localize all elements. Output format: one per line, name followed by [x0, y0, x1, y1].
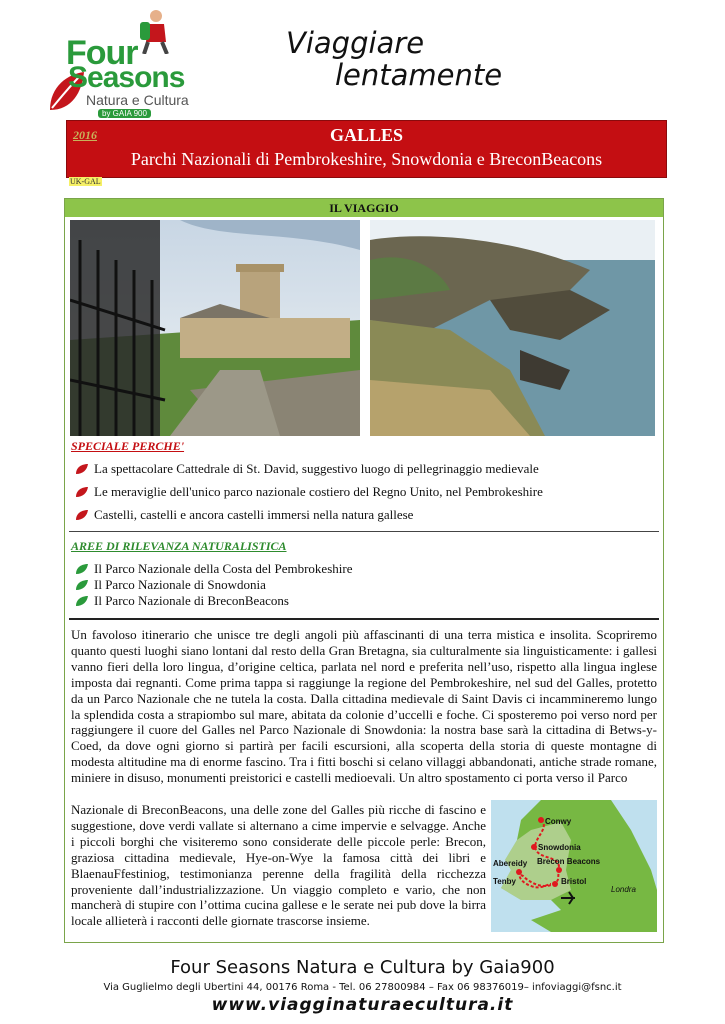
- logo-by-gaia: by GAIA 900: [98, 109, 151, 118]
- map-point-conwy: [538, 817, 544, 823]
- footer-website-link[interactable]: www.viagginaturaecultura.it: [211, 995, 514, 1015]
- section-header: IL VIAGGIO: [65, 199, 663, 217]
- map-point-abereidy: [516, 869, 522, 875]
- footer-address: Via Guglielmo degli Ubertini 44, 00176 Roma - Tel. 06 27800984 – Fax 06 98376019– infoviaggi@fsnc.it: [103, 982, 622, 993]
- red-leaf-bullet-icon: [75, 463, 89, 475]
- cathedral-photo: [70, 220, 360, 436]
- map-label-abereidy: Abereidy: [493, 859, 528, 868]
- green-leaf-bullet-icon: [75, 563, 89, 575]
- trip-subtitle: Parchi Nazionali di Pembrokeshire, Snowdonia e BreconBeacons: [130, 149, 603, 169]
- trip-description-text: Un favoloso itinerario che unisce tre degli angoli più affascinanti di una terra mistica e insolita. Scopriremo quanto questi luoghi siano lontani dal resto della Gran Bretagna, sia culturalmente sia linguisticamente: i gallesi vanno fieri della loro lingua, d’origine celtica, parlata nel nord e preferita nell’uso, rispetto alla lingua inglese imposta dai regnanti. Come prima tappa si raggiunge la regione del Pembrokeshire, nel sud del Galles, protetto da un Parco Nazionale che ne tutela la costa. Dalla cittadina medievale di Saint Davis ci incammineremo lungo la splendida costa a strapiombo sul mare, abitata da colonie d’uccelli e foche. Ci sposteremo poi verso nord per raggiungere il cuore del Galles nel Parco Nazionale di Snowdonia: la nostra base sarà la cittadina di Betws-y-Coed, da dove ogni giorno si partirà per facili escursioni, alla scoperta della storia di queste montagne di modesta altitudine ma di enorme fascino. Tra i fitti boschi si celano villaggi abbandonati, antiche strade romane, miniere in disuso, monumenti preistorici e castelli medioevali. Un altro spostamento ci porta verso il Parco: [71, 627, 657, 786]
- red-leaf-bullet-icon: [75, 509, 89, 521]
- tagline-line-2: lentamente: [335, 58, 503, 92]
- divider: [69, 531, 659, 532]
- map-label-brecon: Brecon Beacons: [537, 857, 601, 866]
- year-label: 2016: [73, 128, 97, 142]
- aree-item-text: Il Parco Nazionale di Snowdonia: [94, 577, 266, 592]
- map-label-bristol: Bristol: [561, 877, 587, 886]
- aree-item: [94, 577, 266, 593]
- country-title: GALLES: [329, 125, 404, 145]
- speciale-item-text: La spettacolare Cattedrale di St. David, suggestivo luogo di pellegrinaggio medievale: [94, 461, 539, 476]
- aree-item-text: Il Parco Nazionale di BreconBeacons: [94, 593, 289, 608]
- logo-subtitle: Natura e Cultura: [86, 92, 189, 108]
- logo-word-seasons: Seasons: [68, 61, 185, 94]
- trip-description-box: [64, 198, 664, 943]
- map-point-brecon: [556, 867, 562, 873]
- red-leaf-bullet-icon: [75, 486, 89, 498]
- map-label-conwy: Conwy: [545, 817, 572, 826]
- aree-item: [94, 593, 289, 609]
- speciale-item: [94, 484, 543, 500]
- logo-word-four: Four: [66, 34, 138, 72]
- map-point-snowdonia: [531, 844, 537, 850]
- tagline-line-1: Viaggiare: [286, 26, 425, 60]
- map-label-snowdonia: Snowdonia: [538, 843, 581, 852]
- route-map: [491, 800, 657, 932]
- footer-company-name: Four Seasons Natura e Cultura by Gaia900: [170, 957, 555, 978]
- map-point-bristol: [552, 881, 558, 887]
- aree-item: [94, 561, 352, 577]
- brand-logo: [44, 8, 214, 116]
- aree-item-text: Il Parco Nazionale della Costa del Pembrokeshire: [94, 561, 353, 576]
- coast-photo: [370, 220, 655, 436]
- speciale-item-text: Castelli, castelli e ancora castelli immersi nella natura gallese: [94, 507, 414, 522]
- green-leaf-bullet-icon: [75, 579, 89, 591]
- trip-description-text-continued: Nazionale di BreconBeacons, una delle zone del Galles più ricche di fascino e suggestione, dove verdi vallate si alternano a cime impervie e selvagge. Anche i piccoli borghi che visiteremo sono considerate delle piccole perle: Brecon, graziosa cittadina medievale, Hye-on-Wye la famosa città dei libri e BlaenauFfestiniog, testimonianza perenne della fragilità della ricchezza proveniente dall’industrializzazione. Un viaggio completo e vario, che non mancherà di stupire con l’ottima cucina gallese e le serate nei pub dove la birra locale allieterà i racconti delle giornate trascorse insieme.: [71, 802, 486, 929]
- map-label-tenby: Tenby: [493, 877, 516, 886]
- green-leaf-bullet-icon: [75, 595, 89, 607]
- title-banner: [66, 120, 667, 178]
- speciale-title: SPECIALE PERCHE': [71, 439, 185, 453]
- aree-title: AREE DI RILEVANZA NATURALISTICA: [71, 539, 287, 553]
- trip-code: UK-GAL: [70, 177, 101, 186]
- map-label-londra: Londra: [611, 885, 636, 894]
- hiker-icon: [134, 8, 180, 54]
- speciale-item-text: Le meraviglie dell'unico parco nazionale costiero del Regno Unito, nel Pembrokeshire: [94, 484, 543, 499]
- divider: [69, 618, 659, 620]
- speciale-item: [94, 507, 413, 523]
- speciale-item: [94, 461, 539, 477]
